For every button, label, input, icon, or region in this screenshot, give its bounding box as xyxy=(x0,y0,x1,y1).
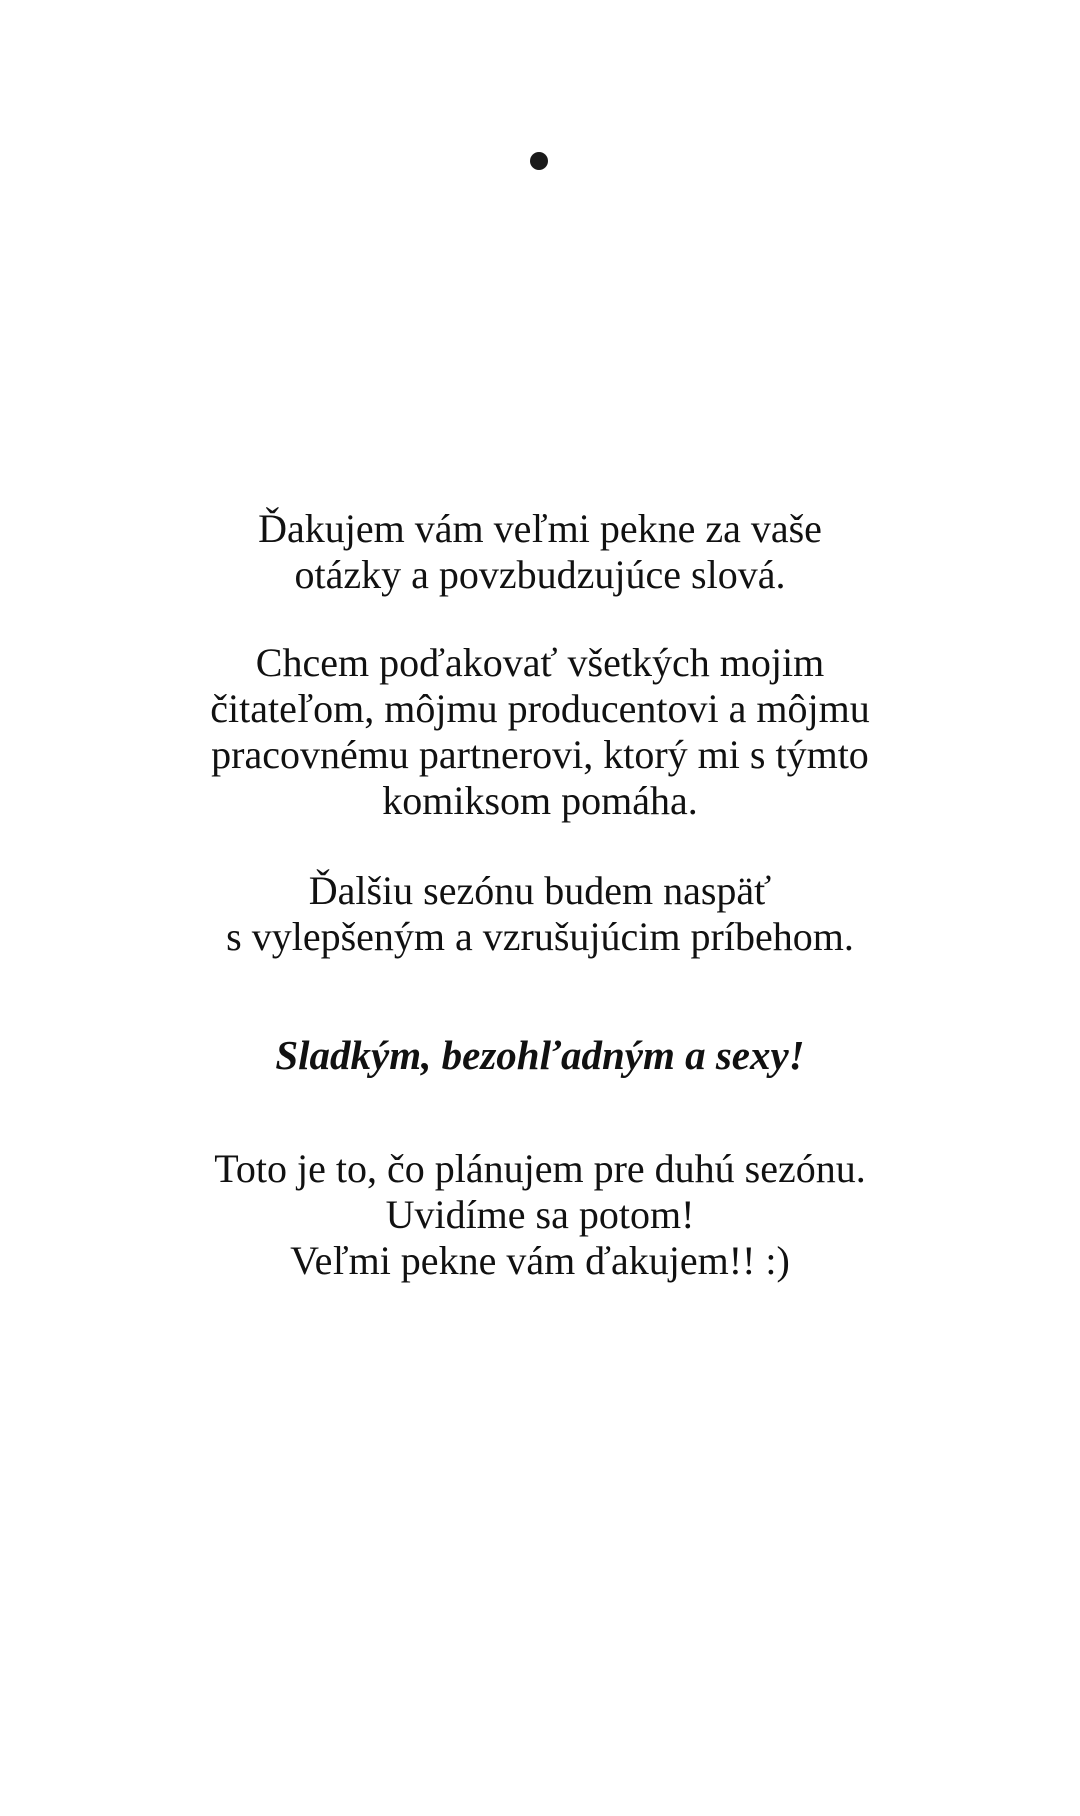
text-line: komiksom pomáha. xyxy=(382,778,698,823)
tagline xyxy=(0,1032,1080,1078)
text-line: Veľmi pekne vám ďakujem!! :) xyxy=(290,1238,790,1283)
text-line: Ďakujem vám veľmi pekne za vaše xyxy=(258,506,822,551)
text-line: pracovnému partnerovi, ktorý mi s týmto xyxy=(211,732,869,777)
text-line: s vylepšeným a vzrušujúcim príbehom. xyxy=(226,914,854,959)
next-season-paragraph xyxy=(0,868,1080,960)
closing-paragraph xyxy=(0,1146,1080,1284)
bullet-dot xyxy=(530,152,548,170)
text-line: Uvidíme sa potom! xyxy=(385,1192,695,1237)
text-line: otázky a povzbudzujúce slová. xyxy=(294,552,786,597)
text-line: Toto je to, čo plánujem pre duhú sezónu. xyxy=(214,1146,866,1191)
text-line: Ďalšiu sezónu budem naspäť xyxy=(308,868,772,913)
tagline-text: Sladkým, bezohľadným a sexy! xyxy=(275,1032,805,1078)
text-line: Chcem poďakovať všetkých mojim xyxy=(255,640,825,685)
acknowledgements-paragraph xyxy=(0,640,1080,824)
thanks-paragraph xyxy=(0,506,1080,598)
text-line: čitateľom, môjmu producentovi a môjmu xyxy=(210,686,870,731)
